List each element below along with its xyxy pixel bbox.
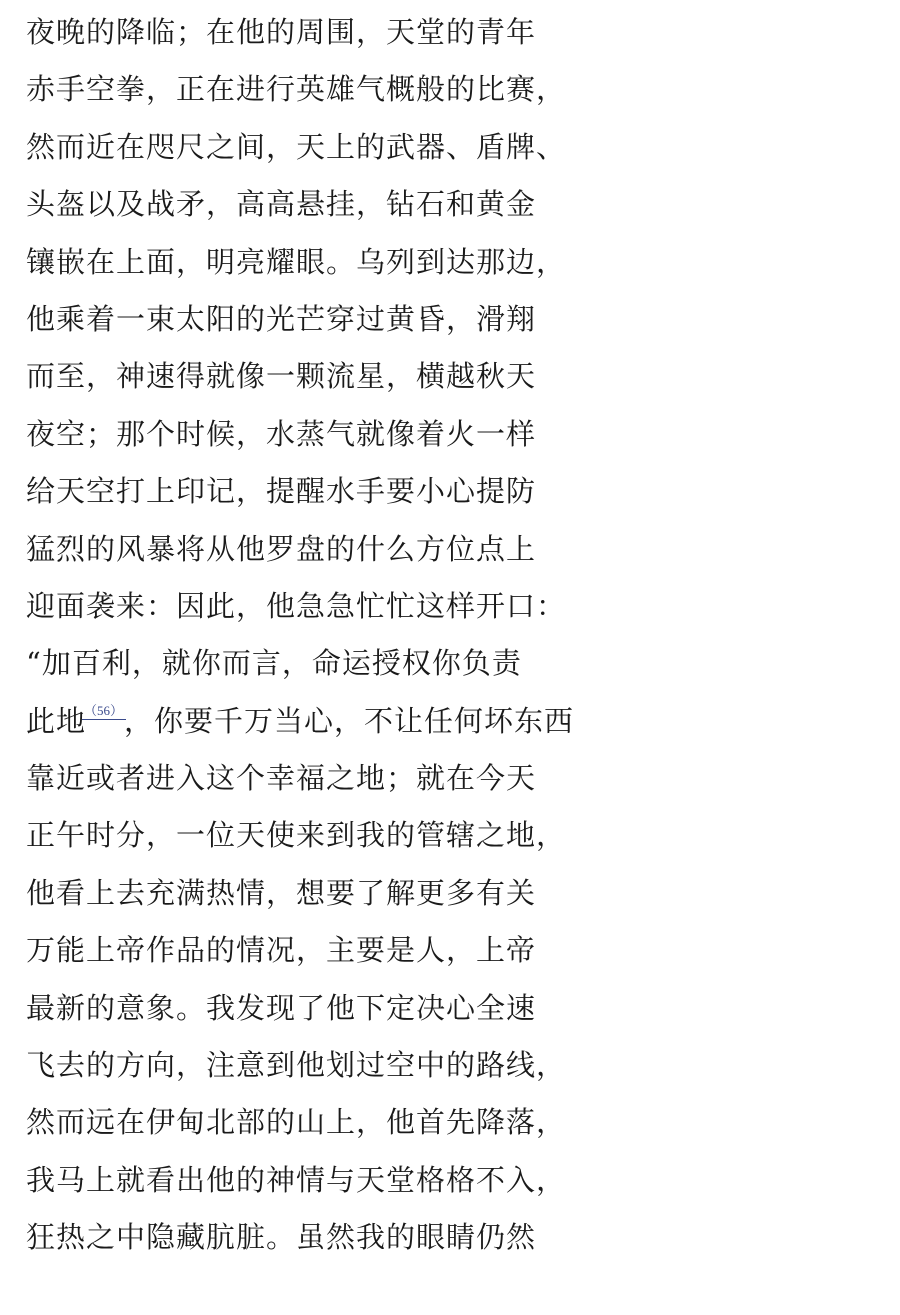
poem-line-1: 夜晚的降临；在他的周围，天堂的青年	[26, 15, 537, 49]
poem-line-9: 给天空打上印记，提醒水手要小心提防	[26, 474, 537, 509]
poem-line-11: 迎面袭来：因此，他急急忙忙这样开口：	[26, 588, 567, 623]
poem-line-19: 飞去的方向，注意到他划过空中的路线，	[26, 1048, 567, 1083]
poem-line-8: 夜空；那个时候，水蒸气就像着火一样	[26, 416, 537, 451]
poem-line-20: 然而远在伊甸北部的山上，他首先降落，	[26, 1105, 567, 1140]
poem-line-6: 他乘着一束太阳的光芒穿过黄昏，滑翔	[26, 301, 537, 336]
poem-line-21: 我马上就看出他的神情与天堂格格不入，	[26, 1162, 567, 1197]
poem-line-14: 靠近或者进入这个幸福之地；就在今天	[26, 761, 537, 796]
poem-line-3: 然而近在咫尺之间，天上的武器、盾牌、	[26, 129, 567, 164]
poem-line-13-start: 此地	[26, 703, 87, 738]
poem-line-12: “加百利，就你而言，命运授权你负责	[26, 646, 522, 681]
poem-line-17: 万能上帝作品的情况，主要是人，上帝	[26, 933, 537, 968]
poem-line-2: 赤手空拳，正在进行英雄气概般的比赛，	[26, 72, 567, 107]
poem-line-5: 镶嵌在上面，明亮耀眼。乌列到达那边，	[26, 244, 567, 279]
poem-line-16: 他看上去充满热情，想要了解更多有关	[26, 875, 537, 910]
poem-line-4: 头盔以及战矛，高高悬挂，钻石和黄金	[26, 187, 537, 222]
footnote-link[interactable]: （56）	[82, 704, 126, 720]
poem-line-13-end: ，你要千万当心，不让任何坏东西	[124, 703, 575, 738]
poem-line-7: 而至，神速得就像一颗流星，横越秋天	[26, 359, 537, 394]
poem-line-15: 正午时分，一位天使来到我的管辖之地，	[26, 818, 567, 853]
poem-line-13	[26, 701, 574, 758]
poem-line-22: 狂热之中隐藏肮脏。虽然我的眼睛仍然	[26, 1220, 537, 1255]
poem-text	[26, 12, 574, 1275]
poem-line-18: 最新的意象。我发现了他下定决心全速	[26, 990, 537, 1025]
poem-line-10: 猛烈的风暴将从他罗盘的什么方位点上	[26, 531, 537, 566]
